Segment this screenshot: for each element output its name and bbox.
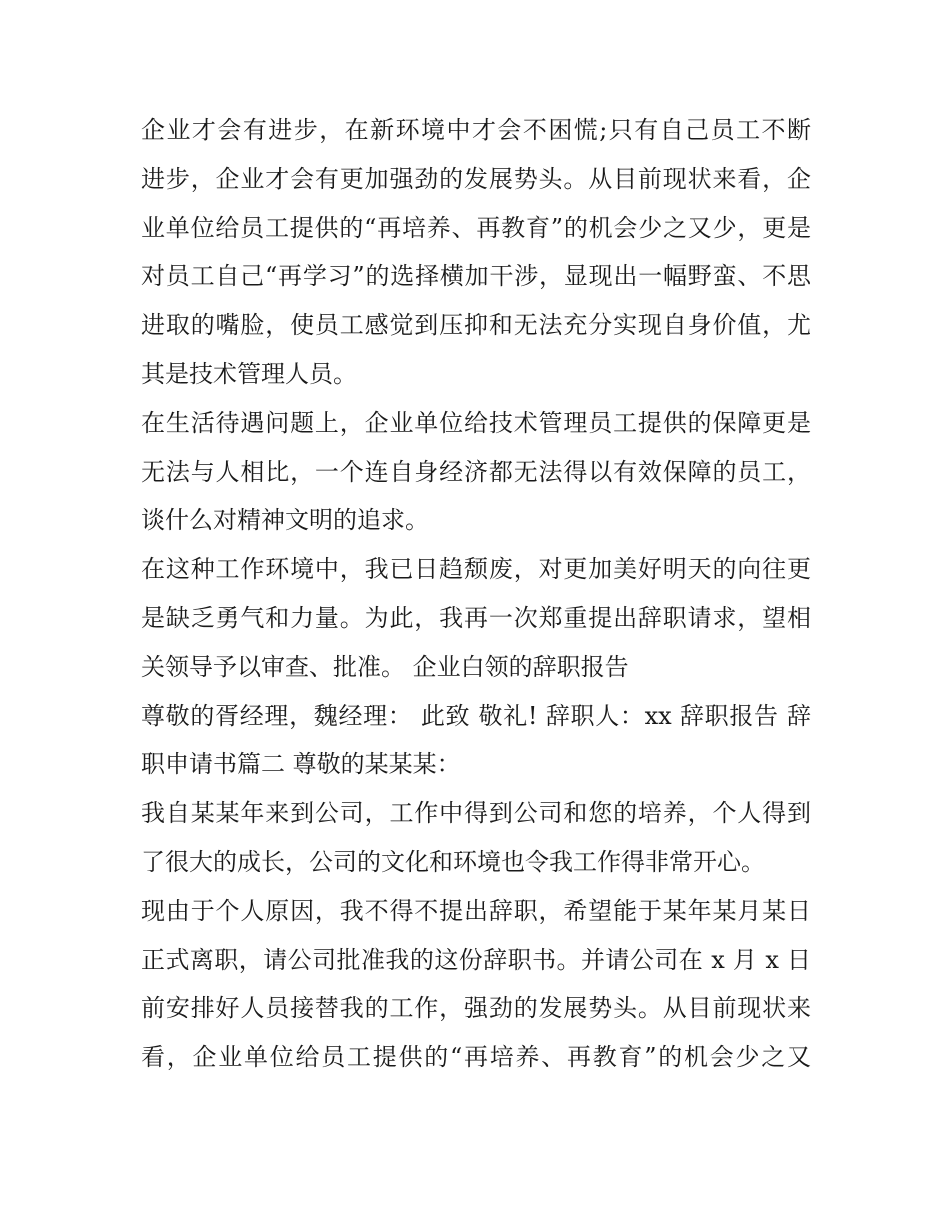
text-line: 其是技术管理人员。 [141, 359, 357, 388]
text-line: 现由于个人原因，我不得不提出辞职，希望能于某年某月某日 [141, 896, 811, 925]
text-line: 职申请书篇二 尊敬的某某某： [141, 750, 461, 779]
text-line: 进步，企业才会有更加强劲的发展势头。从目前现状来看，企 [141, 164, 811, 193]
text-line: 尊敬的胥经理，魏经理： 此致 敬礼! 辞职人：xx 辞职报告 辞 [141, 701, 811, 730]
text-line: 谈什么对精神文明的追求。 [141, 506, 429, 535]
text-line: 对员工自己“再学习”的选择横加干涉，显现出一幅野蛮、不思 [141, 262, 811, 291]
text-line: 看，企业单位给员工提供的“再培养、再教育”的机会少之又 [141, 1043, 811, 1072]
text-line: 业单位给员工提供的“再培养、再教育”的机会少之又少，更是 [141, 213, 811, 242]
document-body [141, 106, 811, 1082]
text-line: 进取的嘴脸，使员工感觉到压抑和无法充分实现自身价值，尤 [141, 311, 811, 340]
text-line: 在这种工作环境中，我已日趋颓废，对更加美好明天的向往更 [141, 555, 811, 584]
text-line: 在生活待遇问题上，企业单位给技术管理员工提供的保障更是 [141, 408, 811, 437]
text-line: 我自某某年来到公司，工作中得到公司和您的培养，个人得到 [141, 799, 811, 828]
text-line: 无法与人相比，一个连自身经济都无法得以有效保障的员工， [141, 457, 811, 486]
text-line: 企业才会有进步，在新环境中才会不困慌;只有自己员工不断 [141, 116, 811, 144]
text-line: 了很大的成长，公司的文化和环境也令我工作得非常开心。 [141, 847, 765, 876]
text-line: 前安排好人员接替我的工作，强劲的发展势头。从目前现状来 [141, 994, 811, 1023]
text-line: 关领导予以审查、批准。 企业白领的辞职报告 [141, 652, 629, 681]
text-line: 是缺乏勇气和力量。为此，我再一次郑重提出辞职请求，望相 [141, 603, 811, 632]
text-line: 正式离职，请公司批准我的这份辞职书。并请公司在 x 月 x 日 [141, 945, 811, 974]
